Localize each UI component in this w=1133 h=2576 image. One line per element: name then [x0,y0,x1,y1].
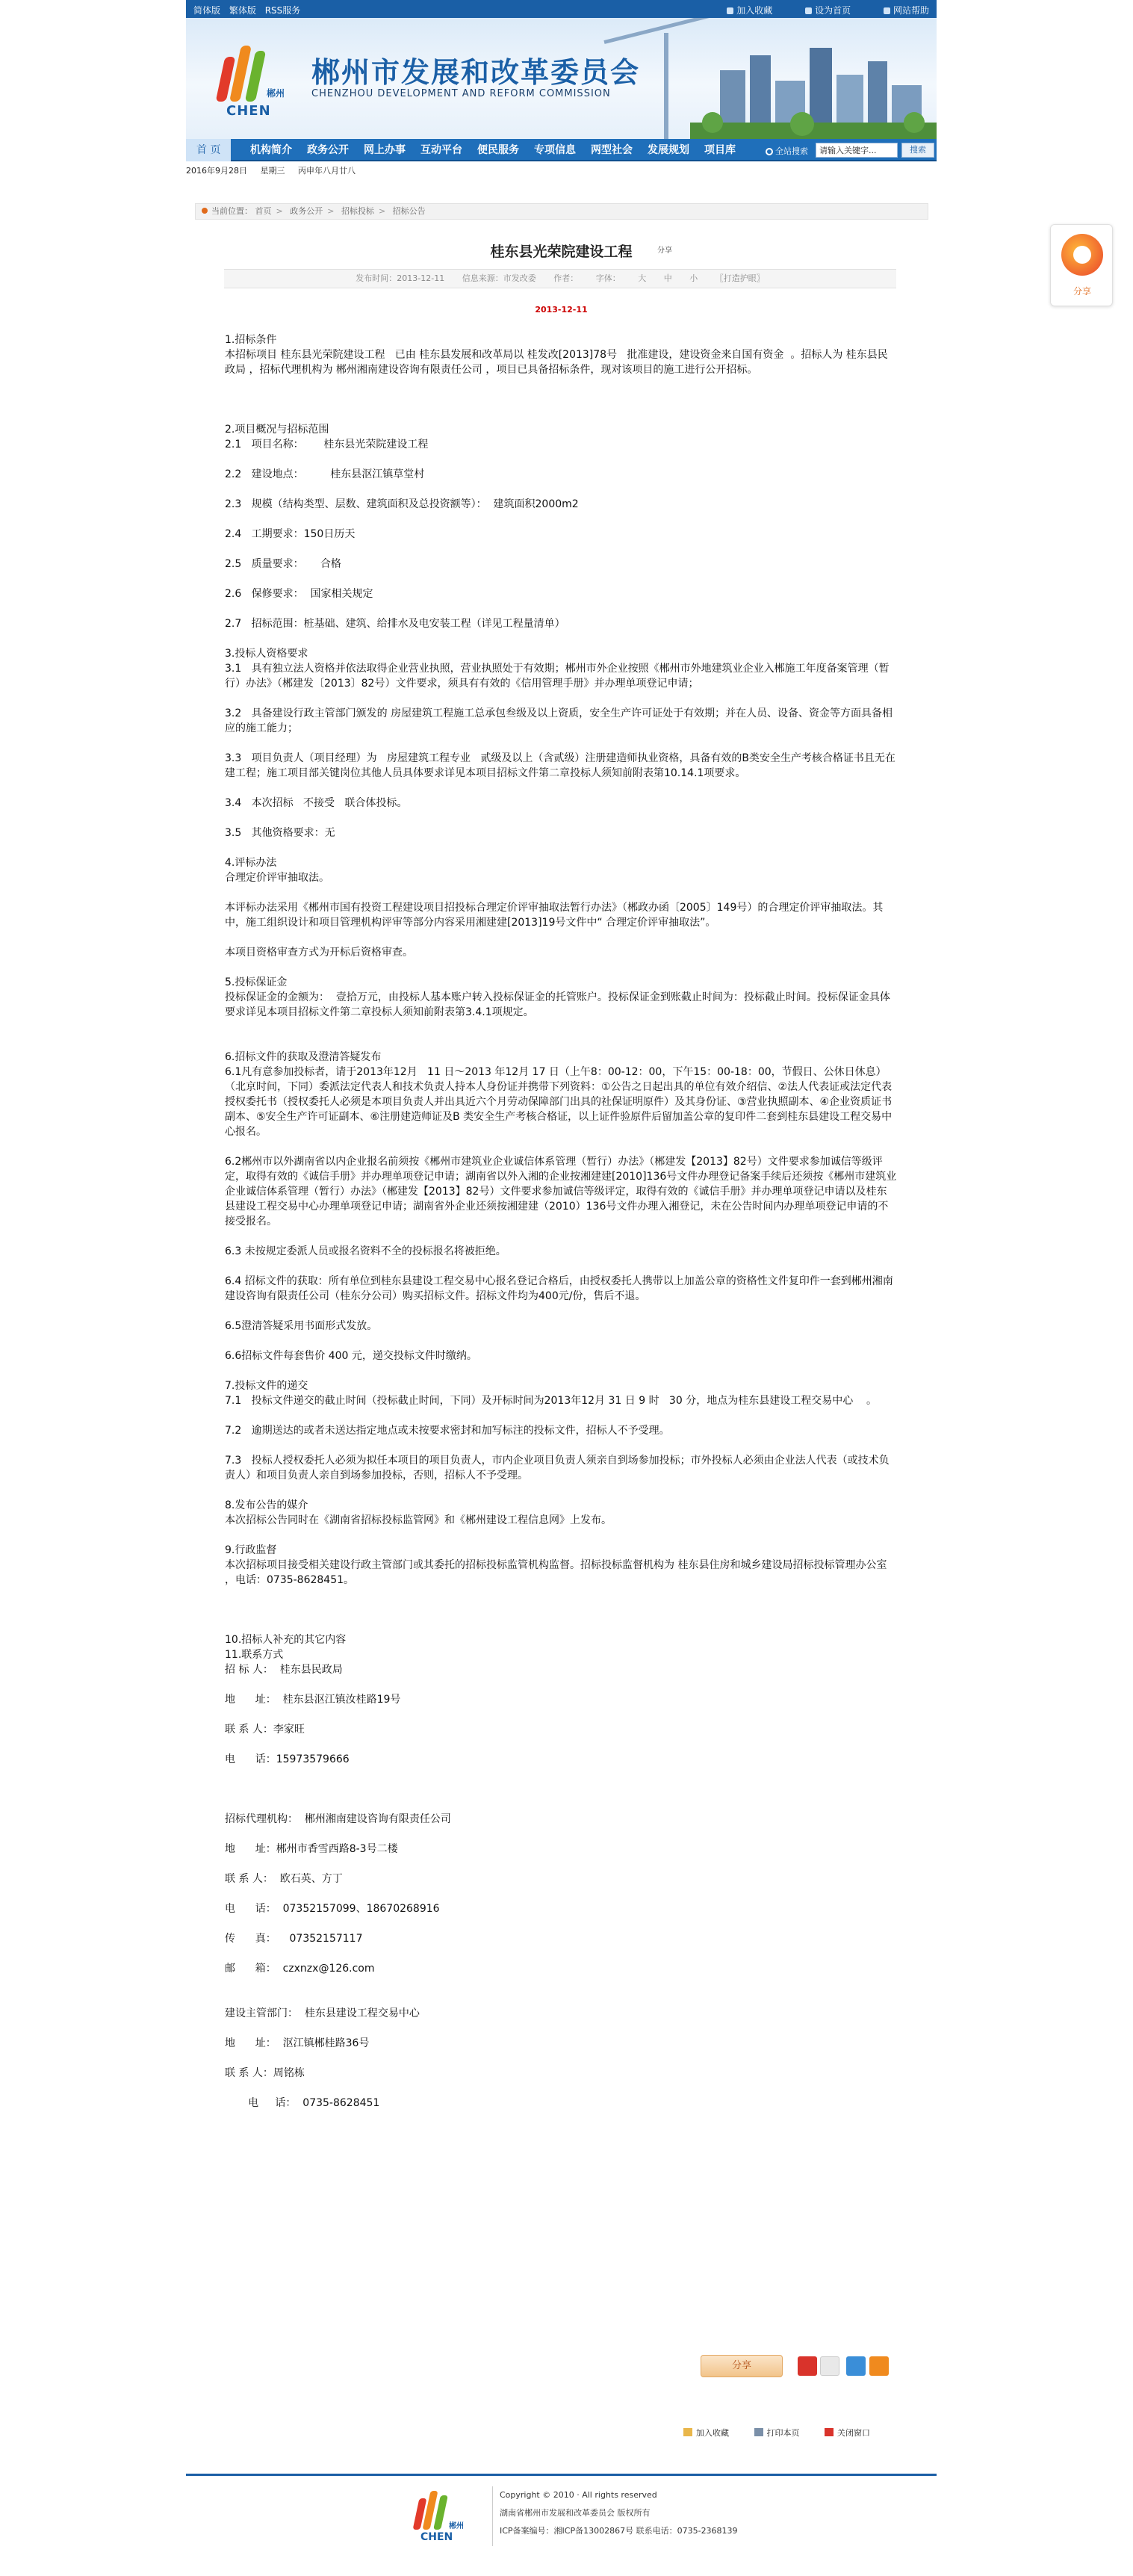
article-paragraph: 电 话： 0735-8628451 [225,2097,380,2109]
article-paragraph: 5.投标保证金 投标保证金的金额为： 壹拾万元，由投标人基本账户转入投标保证金的托管账户。投标保证金到账截止时间为：投标截止时间。投标保证金具体要求详见本项目招标文件第二章投标人须知前附表第3.4.1项规定。 [225,976,890,1018]
nav-public-service[interactable]: 便民服务 [477,144,519,156]
article-paragraph: 3.5 其他资格要求：无 [225,827,335,839]
article-date: 2013-12-11 [535,305,588,315]
add-favorite-link[interactable]: 加入收藏 [683,2428,729,2438]
print-page-link[interactable]: 打印本页 [754,2428,800,2438]
float-share-label: 分享 [1073,286,1091,297]
article-paragraph: 6.招标文件的获取及澄清答疑发布 6.1凡有意参加投标者，请于2013年12月 11 日～2013 年12月 17 日（上午8：00-12：00，下午15：00-18：00，节假日、公休日休息）（北京时间，下同）委派法定代表人和技术负责人持本人身份证并携带下列资料：①公告之日起出具的单位有效介绍信、②法人代表证或法定代表授权委托书（授权委托人必须是本项目负责人并出具近六个月劳动保障部门出具的社保证明原件）及其身份证、③营业执照副本、④企业资质证书副本、⑤安全生产许可证副本、⑥注册建造师证及B 类安全生产考核合格证，以上证件验原件后留加盖公章的复印件二套到桂东县建设工程交易中心报名。 [225,1051,893,1138]
nav-two-oriented[interactable]: 两型社会 [591,144,633,156]
nav-project-library[interactable]: 项目库 [704,144,736,156]
link-simplified[interactable]: 简体版 [193,5,221,16]
article-paragraph: 3.3 项目负责人（项目经理）为 房屋建筑工程专业 贰级及以上（含贰级）注册建造师执业资格，具备有效的B类安全生产考核合格证书且无在建工程；施工项目部关键岗位其他人员具体要求详见本项目招标文件第二章投标人须知前附表第10.14.1项要求。 [225,752,895,779]
breadcrumb-home[interactable]: 首页 [255,206,272,216]
article-paragraph: 电 话：15973579666 [225,1753,350,1765]
location-icon [202,208,208,214]
article-paragraph: 3.2 具备建设行政主管部门颁发的 房屋建筑工程施工总承包叁级及以上资质，安全生产许可证处于有效期；并在人员、设备、资金等方面具备相应的施工能力； [225,708,893,734]
site-logo[interactable] [214,34,297,117]
footer-logo-city: 郴州 [449,2522,464,2530]
breadcrumb: 当前位置： 首页 > 政务公开 > 招标投标 > 招标公告 [195,203,928,220]
info-source: 信息来源：市发改委 [462,273,536,283]
lunar-date: 丙申年八月廿八 [298,166,356,176]
author: 作者： [553,273,579,283]
article-paragraph: 招标代理机构： 郴州湘南建设咨询有限责任公司 [225,1813,451,1825]
article-paragraph: 6.5澄清答疑采用书面形式发放。 [225,1320,378,1332]
share-logo-icon [1061,234,1103,276]
nav-gov-affairs[interactable]: 政务公开 [307,144,349,156]
article-paragraph: 2.6 保修要求： 国家相关规定 [225,588,373,600]
close-window-link[interactable]: 关闭窗口 [825,2428,870,2438]
article-paragraph: 传 真： 07352157117 [225,1933,363,1945]
footer [186,2476,937,2576]
date-row [186,164,366,176]
main-nav [186,139,937,161]
close-icon [825,2428,834,2436]
article-paragraph: 2.5 质量要求： 合格 [225,558,341,570]
article-paragraph: 地 址：郴州市香雪西路8-3号二楼 [225,1843,398,1855]
help-icon [884,7,890,14]
footer-copyright: Copyright © 2010 · All rights reserved [500,2490,657,2500]
nav-special-info[interactable]: 专项信息 [534,144,576,156]
home-icon [805,7,812,14]
article-paragraph: 6.2郴州市以外湖南省以内企业报名前须按《郴州市建筑业企业诚信体系管理（暂行）办法》（郴建发【2013】82号）文件要求参加诚信等级评定，取得有效的《诚信手册》并办理单项登记申请；湖南省以外入湘的企业按湘建建[2010]136号文件办理登记备案手续后还须按《郴州市建筑业企业诚信体系管理（暂行）办法》（郴建发【2013】82号）文件要求参加诚信等级评定，取得有效的《诚信手册》并办理单项登记申请以及桂东县建设工程交易中心办理单项登记申请；湖南省外企业还须按湘建建（2010）136号文件办理入湘登记，未在公告时间内办理单项登记申请的不接受报名。 [225,1156,897,1227]
footer-logo-en: CHEN [420,2531,453,2543]
article-paragraph: 本评标办法采用《郴州市国有投资工程建设项目招投标合理定价评审抽取法暂行办法》（郴政办函〔2005〕149号）的合理定价评审抽取法。其中，施工组织设计和项目管理机构评审等部分内容采用湘建建[2013]19号文件中“ 合理定价评审抽取法”。 [225,902,884,929]
article-paragraph: 邮 箱： czxnzx@126.com [225,1963,375,1975]
current-weekday: 星期三 [260,166,285,176]
search-icon [766,148,773,155]
share-weibo-icon[interactable] [820,2356,839,2376]
article-paragraph: 地 址： 沤江镇郴桂路36号 [225,2037,370,2049]
article-paragraph: 2.4 工期要求：150日历天 [225,528,356,540]
article-title: 桂东县光荣院建设工程 [490,244,633,260]
nav-online-service[interactable]: 网上办事 [364,144,406,156]
article-paragraph: 6.6招标文件每套售价 400 元，递交投标文件时缴纳。 [225,1350,477,1362]
site-title: 郴州市发展和改革委员会 [311,56,641,89]
footer-host: 湖南省郴州市发展和改革委员会 版权所有 [500,2508,651,2518]
article-paragraph: 6.3 未按规定委派人员或报名资料不全的投标报名将被拒绝。 [225,1245,506,1257]
breadcrumb-gov-affairs[interactable]: 政务公开 [290,206,323,216]
bottom-links [683,2427,893,2439]
article-paragraph: 6.4 招标文件的获取：所有单位到桂东县建设工程交易中心报名登记合格后，由授权委托人携带以上加盖公章的资格性文件复印件一套到郴州湘南建设咨询有限责任公司（桂东分公司）购买招标文件。招标文件均为400元/份，售后不退。 [225,1275,893,1302]
article-paragraph: 电 话： 07352157099、18670268916 [225,1903,440,1915]
top-bar [186,0,937,18]
logo-en-text: CHEN [226,103,271,119]
share-toolbar [701,2355,895,2379]
article-paragraph: 8.发布公告的媒介 本次招标公告同时在《湖南省招标投标监管网》和《郴州建设工程信息网》上发布。 [225,1499,612,1526]
article-paragraph: 10.招标人补充的其它内容 11.联系方式 招 标 人： 桂东县民政局 [225,1634,347,1676]
link-set-homepage[interactable]: 设为首页 [805,5,851,16]
article-paragraph: 7.投标文件的递交 7.1 投标文件递交的截止时间（投标截止时间，下同）及开标时间为2013年12月 31 日 9 时 30 分，地点为桂东县建设工程交易中心 。 [225,1380,877,1407]
article-paragraph: 2.项目概况与招标范围 2.1 项目名称： 桂东县光荣院建设工程 [225,424,429,451]
footer-icp: ICP备案编号：湘ICP备13002867号 联系电话：0735-2368139 [500,2526,738,2536]
font-large-button[interactable]: 大 [638,273,647,283]
breadcrumb-label: 当前位置： [211,206,252,216]
font-small-button[interactable]: 小 [689,273,698,283]
eye-protect-button[interactable]: 〖打造护眼〗 [715,273,765,283]
article-body [225,332,897,2125]
nav-about[interactable]: 机构简介 [250,144,292,156]
article-paragraph: 3.投标人资格要求 3.1 具有独立法人资格并依法取得企业营业执照，营业执照处于有效期；郴州市外企业按照《郴州市外地建筑业企业入郴施工年度备案管理（暂行）办法》（郴建发〔2013〕82号）文件要求，须具有有效的《信用管理手册》并办理单项登记申请； [225,648,890,690]
nav-interaction[interactable]: 互动平台 [420,144,462,156]
article-paragraph: 联 系 人：李家旺 [225,1724,305,1736]
article-paragraph: 7.3 投标人授权委托人必须为拟任本项目的项目负责人，市内企业项目负责人须亲自到场参加投标；市外投标人必须由企业法人代表（或技术负责人）和项目负责人亲自到场参加投标，否则，招标人不予受理。 [225,1455,890,1481]
share-mini-button[interactable]: 分享 [657,247,672,255]
link-add-favorite[interactable]: 加入收藏 [727,5,772,16]
site-banner [186,18,937,139]
city-skyline-graphic [690,18,937,139]
font-size-label: 字体： [595,273,621,283]
logo-city-text: 郴州 [267,88,285,99]
share-button[interactable]: 分享 [701,2355,783,2377]
breadcrumb-bid-notice[interactable]: 招标公告 [392,206,426,216]
share-qzone-icon[interactable] [846,2356,866,2376]
star-icon [727,7,733,14]
article-paragraph: 1.招标条件 本招标项目 桂东县光荣院建设工程 已由 桂东县发展和改革局以 桂发改[2013]78号 批准建设，建设资金来自国有资金 。招标人为 桂东县民政局 ，招标代理机构为 郴州湘南建设咨询有限责任公司 ，项目已具备招标条件，现对该项目的施工进行公开招标。 [225,334,888,376]
print-icon [754,2428,763,2436]
article-paragraph: 3.4 本次招标 不接受 联合体投标。 [225,797,408,809]
font-medium-button[interactable]: 中 [663,273,672,283]
site-search-label: 全站搜索 [766,145,808,157]
nav-planning[interactable]: 发展规划 [648,144,689,156]
article-paragraph: 建设主管部门： 桂东县建设工程交易中心 [225,2007,420,2019]
link-traditional[interactable]: 繁体版 [229,5,256,16]
article-paragraph: 2.2 建设地点： 桂东县沤江镇草堂村 [225,468,425,480]
article-paragraph: 2.3 规模（结构类型、层数、建筑面积及总投资额等）： 建筑面积2000m2 [225,498,579,510]
publish-time: 发布时间：2013-12-11 [356,273,445,283]
search-input[interactable] [816,143,898,158]
crane-tower-graphic [664,33,668,139]
link-rss[interactable]: RSS服务 [264,5,301,16]
search-button[interactable]: 搜索 [901,143,934,158]
breadcrumb-bidding[interactable]: 招标投标 [341,206,374,216]
float-share-widget[interactable] [1050,224,1113,306]
top-left-links [193,4,306,16]
article-paragraph: 联 系 人： 欧石英、方丁 [225,1873,343,1885]
share-more-icon[interactable] [869,2356,889,2376]
article-paragraph: 地 址： 桂东县沤江镇汝桂路19号 [225,1694,401,1706]
article-paragraph: 2.7 招标范围：桩基础、建筑、给排水及电安装工程（详见工程量清单） [225,618,565,630]
article-paragraph: 4.评标办法 合理定价评审抽取法。 [225,857,329,884]
article-paragraph: 联 系 人：周铭栋 [225,2067,305,2079]
favorite-icon [683,2428,692,2436]
share-pdf-icon[interactable] [798,2356,817,2376]
article-paragraph: 9.行政监督 本次招标项目接受相关建设行政主管部门或其委托的招标投标监管机构监督。招标投标监督机构为 桂东县住房和城乡建设局招标投标管理办公室 ，电话：0735-8628451。 [225,1544,887,1586]
article-paragraph: 本项目资格审查方式为开标后资格审查。 [225,947,413,959]
site-subtitle: CHENZHOU DEVELOPMENT AND REFORM COMMISSION [311,88,611,99]
link-help[interactable]: 网站帮助 [884,5,929,16]
footer-logo [410,2483,485,2551]
footer-text [500,2486,738,2540]
current-date: 2016年9月28日 [186,166,247,176]
nav-home[interactable]: 首 页 [186,139,231,161]
article-paragraph: 7.2 逾期送达的或者未送达指定地点或未按要求密封和加写标注的投标文件，招标人不予受理。 [225,1425,670,1437]
article-meta [224,269,896,288]
top-right-links [697,4,929,16]
